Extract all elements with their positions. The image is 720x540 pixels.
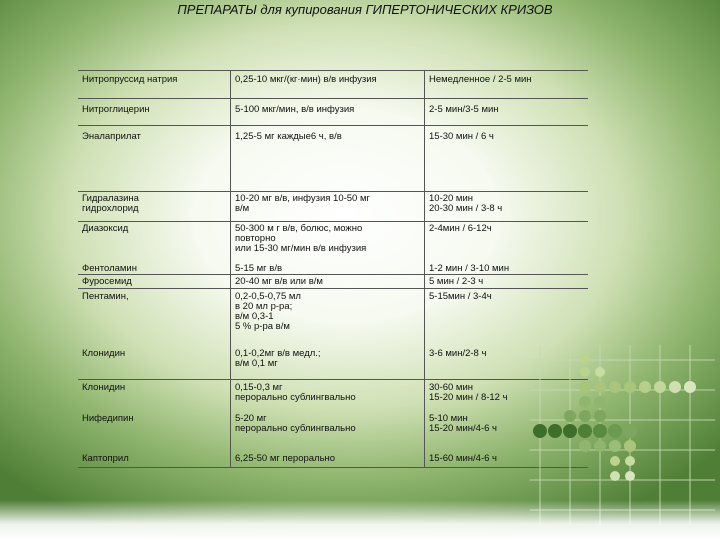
drug-onset: 5-15мин / 3-4ч	[429, 291, 492, 302]
drug-onset: 15-30 мин / 6 ч	[425, 126, 589, 192]
table-row	[78, 380, 588, 410]
drug-dose: 50-300 м г в/в, болюс, можно повторно или 15-30 мг/мин в/в инфузия	[231, 222, 425, 262]
drug-name: Эналаприлат	[78, 126, 231, 192]
drug-onset: 30-60 мин 15-20 мин / 8-12 ч	[429, 382, 508, 403]
drug-onset: 15-60 мин/4-6 ч	[425, 446, 589, 468]
drug-dose: 0,1-0,2мг в/в медл.; в/м 0,1 мг	[231, 347, 425, 380]
drug-name: Пентамин,	[78, 289, 231, 347]
drug-name: Клонидин	[78, 347, 231, 380]
drug-onset: Немедленное / 2-5 мин	[425, 71, 589, 99]
decorative-dot	[594, 396, 606, 408]
decorative-dot	[684, 381, 696, 393]
decorative-dot	[610, 471, 620, 481]
decorative-dot	[625, 471, 635, 481]
drug-name: Нитроглицерин	[78, 99, 231, 126]
drug-name: Каптоприл	[78, 446, 231, 468]
table-row	[78, 289, 588, 347]
drug-dose: 0,2-0,5-0,75 мл в 20 мл р-ра; в/м 0,3-1 5 % р-ра в/м	[231, 289, 425, 347]
table-row	[78, 222, 588, 262]
drug-dose: 20-40 мг в/в или в/м	[231, 275, 425, 289]
drug-table	[78, 70, 588, 468]
drug-name: Клонидин	[78, 380, 231, 410]
bottom-fade	[0, 500, 720, 540]
drug-onset: 5-10 мин 15-20 мин/4-6 ч	[429, 412, 497, 434]
decorative-dot	[669, 381, 681, 393]
drug-onset: 10-20 мин 20-30 мин / 3-8 ч	[425, 192, 589, 222]
decorative-dot	[609, 440, 621, 452]
table-row	[78, 71, 588, 99]
decorative-dot	[624, 381, 636, 393]
drug-name: Нитропруссид натрия	[78, 71, 231, 99]
drug-name: Фентоламин	[78, 262, 231, 275]
drug-onset: 3-6 мин/2-8 ч	[425, 347, 589, 380]
decorative-dot	[595, 367, 605, 377]
decorative-dot	[639, 381, 651, 393]
drug-dose: 5-20 мг перорально сублингвально	[231, 410, 425, 446]
drug-dose: 5-15 мг в/в	[231, 262, 425, 275]
decorative-dot	[594, 410, 606, 422]
table-row	[78, 275, 588, 289]
drug-onset: 1-2 мин / 3-10 мин	[425, 262, 589, 275]
table-row	[78, 347, 588, 380]
table-row	[78, 99, 588, 126]
decorative-dot	[610, 456, 620, 466]
decorative-dot	[625, 456, 635, 466]
drug-dose: 10-20 мг в/в, инфузия 10-50 мг в/м	[231, 192, 425, 222]
decorative-dot	[593, 424, 607, 438]
drug-dose: 1,25-5 мг каждые6 ч, в/в	[231, 126, 425, 192]
table-row	[78, 126, 588, 192]
drug-name: Гидралазина гидрохлорид	[78, 192, 231, 222]
table-row	[78, 262, 588, 275]
decorative-dot	[608, 424, 622, 438]
drug-dose: 0,25-10 мкг/(кг·мин) в/в инфузия	[231, 71, 425, 99]
drug-name: Фуросемид	[78, 275, 231, 289]
drug-dose: 5-100 мкг/мин, в/в инфузия	[231, 99, 425, 126]
slide-title: ПРЕПАРАТЫ для купирования ГИПЕРТОНИЧЕСКИХ КРИЗОВ	[177, 2, 553, 17]
decorative-dot	[623, 424, 637, 438]
drug-name: Диазоксид	[78, 222, 231, 262]
decorative-dot	[654, 381, 666, 393]
drug-name: Нифедипин	[78, 410, 231, 446]
decorative-dot	[624, 440, 636, 452]
table-row	[78, 446, 588, 468]
drug-dose: 6,25-50 мг перорально	[231, 446, 425, 468]
drug-onset: 2-5 мин/3-5 мин	[425, 99, 589, 126]
decorative-dot	[609, 381, 621, 393]
table-row	[78, 410, 588, 446]
drug-onset: 2-4мин / 6-12ч	[429, 223, 492, 234]
drug-onset: 5 мин / 2-3 ч	[425, 275, 589, 289]
decorative-dot	[594, 440, 606, 452]
table-row	[78, 192, 588, 222]
decorative-dot	[594, 381, 606, 393]
drug-dose: 0,15-0,3 мг перорально сублингвально	[231, 380, 425, 410]
